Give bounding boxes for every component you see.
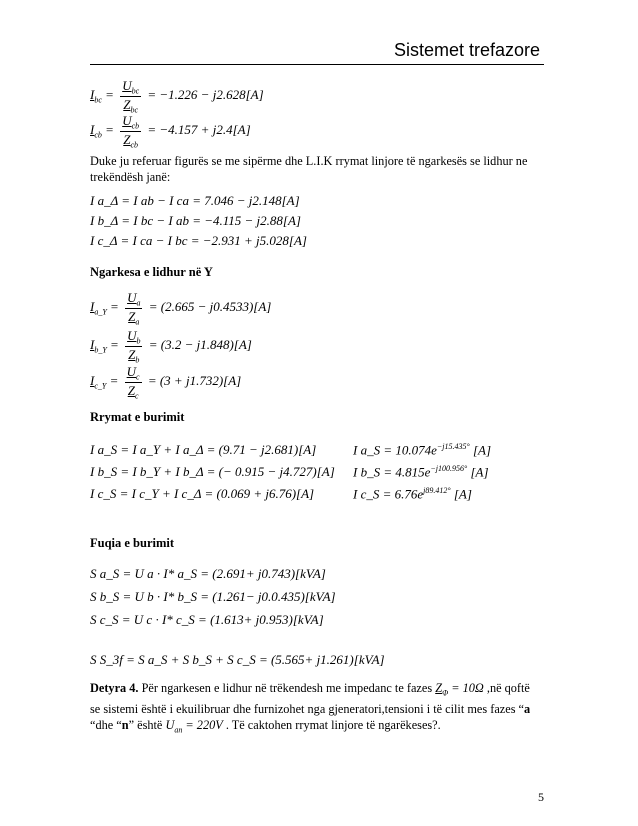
task-paragraph: Detyra 4. Për ngarkesen e lidhur në trëkendesh me impedanc te fazes $Z_\Phi = 10\Omega$ ,në qoftë se sistemi është i ekuilibruar dhe furnizohet nga gjeneratori,tensioni i të cilit mes fazes “a “dhe “n” është $U_{an} = 220V$ . Të caktohen rrymat linjore të ngarëkeses?. xyxy=(90,681,531,735)
equation-power-b: S b_S = U b · I* b_S = (1.261− j0.0.435)[kVA] xyxy=(90,589,336,604)
equation-power-total: S S_3f = S a_S + S b_S + S c_S = (5.565+ j1.261)[kVA] xyxy=(90,652,385,667)
equation-source-c: I c_S = I c_Y + I c_Δ = (0.069 + j6.76)[A] xyxy=(90,486,315,501)
equation-source-b-polar: I b_S = $4.815e^{-j100.956^\circ}$ [A] xyxy=(353,464,489,480)
equation-delta-a: I a_Δ = I ab − I ca = 7.046 − j2.148[A] xyxy=(90,193,300,208)
equation-power-c: S c_S = U c · I* c_S = (1.613+ j0.953)[kVA] xyxy=(90,612,324,627)
paragraph-line-currents: Duke ju referuar figurës se me sipërme dhe L.I.K rrymat linjore të ngarkesës se lidhur ne trekëndësh janë: xyxy=(90,154,528,184)
equation-y-a: $I_{a\_Y}$ = $\frac{U_a}{Z_a}$ = (2.665 − j0.4533)[A] xyxy=(90,290,272,327)
equation-delta-b: I b_Δ = I bc − I ab = −4.115 − j2.88[A] xyxy=(90,213,301,228)
equation-i-bc: $I_{bc}$ = $\frac{U_{bc}}{Z_{bc}}$ = −1.226 − j2.628[A] xyxy=(90,78,264,115)
equation-source-c-polar: I c_S = $6.76e^{j89.412^\circ}$ [A] xyxy=(353,486,472,502)
header-rule xyxy=(90,64,544,65)
equation-power-a: S a_S = U a · I* a_S = (2.691+ j0.743)[kVA] xyxy=(90,566,326,581)
equation-delta-c: I c_Δ = I ca − I bc = −2.931 + j5.028[A] xyxy=(90,233,307,248)
task-label: Detyra 4. xyxy=(90,681,139,695)
equation-source-b: I b_S = I b_Y + I b_Δ = (− 0.915 − j4.727)[A] xyxy=(90,464,335,479)
heading-source-power: Fuqia e burimit xyxy=(90,536,175,550)
page-header-title: Sistemet trefazore xyxy=(393,40,540,60)
equation-y-b: $I_{b\_Y}$ = $\frac{U_b}{Z_b}$ = (3.2 − j1.848)[A] xyxy=(90,328,252,365)
page-number: 5 xyxy=(538,790,544,804)
equation-i-cb: $I_{cb}$ = $\frac{U_{cb}}{Z_{cb}}$ = −4.157 + j2.4[A] xyxy=(90,113,251,150)
heading-source-currents: Rrymat e burimit xyxy=(90,410,185,424)
heading-y-load: Ngarkesa e lidhur në Y xyxy=(90,265,213,279)
equation-source-a-polar: I a_S = $10.074e^{-j15.435^\circ}$ [A] xyxy=(353,442,492,458)
equation-source-a: I a_S = I a_Y + I a_Δ = (9.71 − j2.681)[A] xyxy=(90,442,317,457)
equation-y-c: $I_{c\_Y}$ = $\frac{U_c}{Z_c}$ = (3 + j1.732)[A] xyxy=(90,364,242,401)
